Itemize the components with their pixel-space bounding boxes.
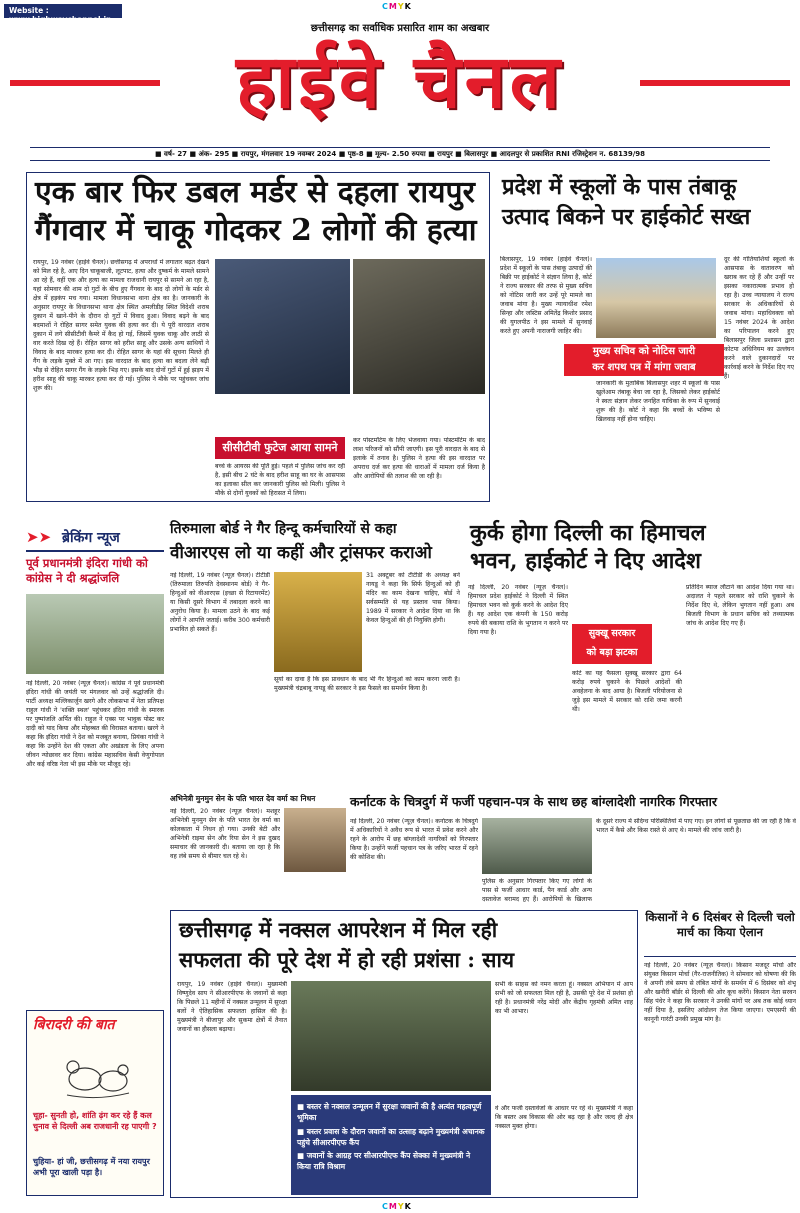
tirumala-col-3: सूर्या का दावा है कि इस प्रावधान के बाद भी गैर हिन्दुओं को काम करना जारी है। मुख्यमंत्री चंद्रबाबू नायडू की सरकार ने इस फैसले का समर्थन किया है।	[274, 676, 460, 692]
breaking-photo-tribute	[26, 594, 164, 674]
breaking-label: ब्रेकिंग न्यूज	[62, 530, 120, 546]
tobacco-col-1: बिलासपुर, 19 नवंबर (हाईवे चैनल)। प्रदेश में स्कूलों के पास तंबाकू उत्पादों की बिक्री पर हाईकोर्ट ने संज्ञान लिया है, कोर्ट ने राज्य सरकार की तरफ से मुख्य सचिव को नोटिस जारी कर उन्हें पूरे मामले का जवाब मांगा है। मुख्य न्यायाधीश रमेश सिन्हा और जस्टिस अमितेंद्र किशोर प्रसाद की युगलपीठ ने इस मामले में सुनवाई करते हुए अपनी नाराजगी जाहिर की।	[500, 256, 592, 335]
kisan-story	[644, 910, 796, 1198]
info-line: ■ वर्ष- 27 ■ अंक- 295 ■ रायपुर, मंगलवार 19 नवम्बर 2024 ■ पृष्ठ-8 ■ मूल्य- 2.50 रुपया ■ रायपुर ■ बिलासपुर ■ आदलपुर से प्रकाशित RNI रजिस्ट्रेशन न. 68139/98	[30, 147, 770, 161]
obit-story	[170, 794, 346, 904]
cmyk-mark-bottom: CMYK	[382, 1202, 412, 1211]
karnataka-photo	[482, 818, 592, 874]
tobacco-photo-highcourt	[596, 258, 716, 338]
himachal-badge-line-2: को बड़ा झटका	[586, 647, 638, 658]
naxal-bullet-2: ■ बस्तर प्रवास के दौरान जवानों का उत्साह बढ़ाने मुख्यमंत्री अचानक पहुंचे सीआरपीएफ कैंप	[297, 1126, 485, 1147]
tobacco-headline-1: प्रदेश में स्कूलों के पास तंबाकू	[502, 174, 737, 200]
tirumala-col-2: 31 अक्टूबर को टीटीडी के अध्यक्ष बने नायडू ने कहा कि सिर्फ हिन्दुओं को ही मंदिर का काम देखना चाहिए, बोर्ड ने सर्वसम्मति से यह प्रस्ताव पास किया। 1989 में सरकार ने आदेश दिया था कि केवल हिन्दुओं की ही नियुक्ति होगी।	[366, 572, 460, 624]
cartoon-drawing	[57, 1037, 137, 1107]
obit-headline: अभिनेत्री मुनमुन सेन के पति भारत देव वर्मा का निधन	[170, 794, 316, 803]
tirumala-headline-1: तिरुमाला बोर्ड ने गैर हिन्दू कर्मचारियों से कहा	[170, 521, 397, 537]
lead-col-2: बच्चे के आयरस की पूर्ति हुई। पहले में पुलिस जांच कर रही है, इसी बीच 2 घंटे के बाद हरीश साहू का घर के आसपास का इलाका सील कर जानकारी पुलिस को मिली। पुलिस ने मौके से दोनों युवकों को हिरासत में लिया।	[215, 463, 345, 497]
naxal-bullets	[291, 1095, 491, 1195]
cartoon-line-2: चुहिया- हां जी, छत्तीसगढ़ में नया रायपुर अभी पूरा खाली पड़ा है।	[33, 1157, 150, 1177]
karnataka-col-2: पुलिस के अनुसार गिरफ्तार किए गए लोगों के पास से फर्जी आधार कार्ड, पैन कार्ड और अन्य दस्तावेज बरामद हुए हैं। आरोपियों के खिलाफ	[482, 878, 592, 902]
karnataka-col-1: नई दिल्ली, 20 नवंबर (न्यूज़ चैनल)। कर्नाटक के चित्रदुर्ग में अधिकारियों ने अवैध रूप से भारत में प्रवेश करने और रहने के आरोप में छह बांग्लादेशी नागरिकों को गिरफ्तार किया है। उन्होंने फर्जी पहचान पत्र के जरिए भारत में रहने की कोशिश की।	[350, 818, 478, 861]
tagline: छत्तीसगढ़ का सर्वाधिक प्रसारित शाम का अखबार	[310, 23, 490, 34]
naxal-headline-2: सफलता की पूरे देश में हो रही प्रशंसा : साय	[179, 947, 515, 972]
cartoon-mice-icon	[57, 1037, 137, 1107]
himachal-badge-line-1: सुक्खू सरकार	[588, 628, 636, 639]
obit-photo	[284, 808, 346, 872]
karnataka-col-3: के दूसरे राज्य में संदिग्ध परिस्थितियों में पाए गए। इन लोगों से पूछताछ की जा रही है कि वे भारत में कैसे और किस रास्ते से आए थे। मामले की जांच जारी है।	[596, 818, 796, 834]
himachal-col-2: कोर्ट का यह फैसला सुक्खू सरकार द्वारा 64 करोड़ रुपये चुकाने के पिछले आदेशों की अवहेलना के बाद आया है। बिजली परियोजना से जुड़े इस मामले में सरकार को राशि जमा करनी थी।	[572, 670, 682, 713]
naxal-col-1: रायपुर, 19 नवंबर (हाईवे चैनल)। मुख्यमंत्री विष्णुदेव साय ने सीआरपीएफ के जवानों से कहा कि पिछले 11 महीनों में नक्सल उन्मूलन में सुरक्षा बलों ने ऐतिहासिक सफलता हासिल की है। मुख्यमंत्री ने बीजापुर और सुकमा क्षेत्रों में तैनात जवानों का हौसला बढ़ाया।	[177, 981, 287, 1033]
naxal-headline-1: छत्तीसगढ़ में नक्सल आपरेशन में मिल रही	[179, 917, 498, 942]
lead-photo-caption: सीसीटीवी फुटेज आया सामने	[215, 437, 345, 459]
karnataka-headline: कर्नाटक के चित्रदुर्ग में फर्जी पहचान-पत्र के साथ छह बांग्लादेशी नागरिक गिरफ्तार	[350, 794, 717, 809]
tobacco-photo-caption-1: मुख्य सचिव को नोटिस जारी	[564, 344, 724, 360]
karnataka-story	[350, 794, 796, 904]
breaking-label-box	[26, 526, 164, 548]
himachal-story	[466, 520, 796, 790]
masthead-left-bar	[10, 80, 160, 86]
tirumala-col-1: नई दिल्ली, 19 नवंबर (न्यूज़ चैनल)। टीटीडी (तिरुमाला तिरुपति देवस्थानम बोर्ड) ने गैर-हिन्दुओं को वीआरएस (इच्छा से रिटायरमेंट) या किसी दूसरे विभाग में तबादला करने का अनुरोध किया है। मामला उठने के बाद कई लोगों ने आपत्ति जताई। करीब 300 कर्मचारी प्रभावित हो सकते हैं।	[170, 572, 270, 633]
naxal-bullet-3-text: जवानों के आग्रह पर सीआरपीएफ कैंप सेक्का में मुख्यमंत्री ने किया रात्रि विश्राम	[297, 1151, 471, 1172]
naxal-bullet-3: ■ जवानों के आग्रह पर सीआरपीएफ कैंप सेक्का में मुख्यमंत्री ने किया रात्रि विश्राम	[297, 1151, 471, 1172]
naxal-col-3: वे और फर्जी दस्तावेजों के आधार पर रहे थे। मुख्यमंत्री ने कहा कि बस्तर अब विकास की ओर बढ़ रहा है और जल्द ही क्षेत्र नक्सल मुक्त होगा।	[495, 1105, 633, 1130]
website-badge: Website : www.highwaychannel.in	[4, 4, 122, 18]
lead-photo-suspect-1	[215, 259, 350, 394]
naxal-bullet-2-text: बस्तर प्रवास के दौरान जवानों का उत्साह बढ़ाने मुख्यमंत्री अचानक पहुंचे सीआरपीएफ कैंप	[297, 1126, 485, 1147]
cartoon-line-1: चूहा- सुनती हो, शांति ढ़ंग कर रहे हैं कल चुनाव से दिल्ली अब राजधानी रह पाएगी ?	[33, 1111, 157, 1131]
breaking-headline: पूर्व प्रधानमंत्री इंदिरा गांधी को कांग्रेस ने दी श्रद्धांजलि	[26, 556, 148, 585]
masthead-title: हाईवे चैनल	[236, 39, 564, 125]
cartoon-title: बिरादरी की बात	[33, 1017, 115, 1033]
lead-col-1: रायपुर, 19 नवंबर (हाईवे चैनल)। छत्तीसगढ़ में अपराधों में लगातार बढ़त देखने को मिल रहे है, आए दिन चाकूबाजी, लूटपाट, हत्या और दुष्कर्म के मामले सामने आ रहे हैं, वहीं एक और हत्या का मामला राजधानी रायपुर से सामने आ रहा है, यहां सोमवार की शाम दो गुटों के बीच हुए गैंगवार के बाद दो लोगों के मर्डर से क्षेत्र में हड़कंप मच गया। मामला विधानसभा थाना क्षेत्र का है। जानकारी के अनुसार रायपुर के विधानसभा थाना क्षेत्र स्थित अमलीडीह स्थित विदेशी शराब दुकान में खाने-पीने के दौरान दो गुटों में विवाद हुआ। विवाद बढ़ने के बाद बदमाशों ने रोहित सागर समेत युवक की हत्या कर दी। ये पूरी वारदात शराब दुकान में लगे सीसीटीवी कैमरे में कैद हो गई, जिसमें युवक चाकू और लाठी से वार करते दिख रहे हैं। रोहित सागर को हरीश साहू और उसके अन्य साथियों ने विवाद के बाद मारकर हत्या कर दी। रोहित सागर के यहां की सूचना मिलते ही गैंग के लड़के मुक्ते में आ गए। इस वारदात के बाद हत्या का बदला लेने बढ़ी भीड़ से रोहित सागर गैंग के लड़के भिड़ गए। इसके बाद दोनों गुटों में हुई झड़प में हरीश साहू की चाकू मारकर हत्या कर दी गई। पुलिस ने मौके पर पहुंचकर जांच शुरू की।	[33, 259, 209, 392]
naxal-col-2-wrap	[291, 981, 491, 1195]
kisan-body: नई दिल्ली, 20 नवंबर (न्यूज़ चैनल)। किसान मजदूर मोर्चा और संयुक्त किसान मोर्चा (गैर-राजनीतिक) ने सोमवार को घोषणा की कि वे अपनी लंबे समय से लंबित मांगों के समर्थन में 6 दिसंबर को शंभू और खनौरी बॉर्डर से दिल्ली की ओर कूच करेंगे। किसान नेता सरवन सिंह पंधेर ने कहा कि सरकार ने उनकी मांगों पर अब तक कोई ध्यान नहीं दिया है, इसलिए आंदोलन तेज किया जाएगा। एमएसपी की कानूनी गारंटी उनकी प्रमुख मांग है।	[644, 962, 796, 1023]
lead-headline-2: गैंगवार में चाकू गोदकर 2 लोगों की हत्या	[35, 213, 477, 248]
tobacco-col-3: दूर की गोतियाशियों स्कूलों के आसपास के वातावरण को खराब कर रहे हैं और उन्हीं पर इसका नकारात्मक प्रभाव हो रहा है। उच्च न्यायालय ने राज्य सरकार के अधिकारियों से जवाब मांगा। महाधिवक्ता को 15 नवंबर 2024 के आदेश का परिपालन करने हुए बिलासपुर जिला प्रशासन द्वारा कोटपा अधिनियम का उल्लंघन करने वाले दुकानदारों पर कार्रवाई करने के निर्देश दिए गए हैं।	[724, 256, 794, 380]
lead-headline-1: एक बार फिर डबल मर्डर से दहला रायपुर	[35, 175, 475, 210]
naxal-col-2: सभी के साहस को नमन करता हूं। नक्सल अभियान में आप सभी को जो सफलता मिल रही है, उसकी पूरे देश में प्रशंसा हो रही है। प्रधानमंत्री नरेंद्र मोदी और केंद्रीय गृहमंत्री अमित शाह का भी आभार।	[495, 981, 633, 1015]
cartoon-box	[26, 1010, 164, 1196]
lead-photo-suspect-2	[353, 259, 485, 394]
tirumala-story	[170, 520, 460, 790]
lead-story	[26, 172, 490, 502]
himachal-headline-2: भवन, हाईकोर्ट ने दिए आदेश	[470, 548, 701, 574]
breaking-arrow-icon: ➤➤	[26, 528, 52, 546]
tobacco-photo-caption-2: कर शपथ पत्र में मांगा जवाब	[564, 360, 724, 376]
tirumala-headline-2: वीआरएस लो या कहीं और ट्रांसफर कराओ	[170, 543, 432, 563]
himachal-col-1: नई दिल्ली, 20 नवंबर (न्यूज़ चैनल)। हिमाचल प्रदेश हाईकोर्ट ने दिल्ली में स्थित हिमाचल भवन को कुर्क करने के आदेश दिए हैं। यह आदेश एक कंपनी के 150 करोड़ रुपये की बकाया राशि के भुगतान न करने पर दिया गया है।	[468, 584, 568, 636]
masthead-right-bar	[640, 80, 790, 86]
naxal-bullet-1-text: बस्तर से नक्सल उन्मूलन में सुरक्षा जवानों की है अत्यंत महत्वपूर्ण भूमिका	[297, 1102, 482, 1123]
naxal-story	[170, 910, 638, 1198]
tobacco-story	[496, 172, 796, 502]
naxal-photo	[291, 981, 491, 1091]
lead-col-3: कर पोस्टमॉर्टम के लिए भेजवाया गया। पोस्टमॉर्टम के बाद लाश परिजनों को सौंपी जाएगी। इस पूरी वारदात के बाद से इलाके में तनाव है। पुलिस ने हत्या की इस वारदात पर अपराध दर्ज कर हत्या की धाराओं में मामला दर्ज किया है और आरोपियों की तलाश की जा रही है।	[353, 437, 485, 480]
breaking-body: नई दिल्ली, 20 नवंबर (न्यूज़ चैनल)। कांग्रेस ने पूर्व प्रधानमंत्री इंदिरा गांधी की जयंती पर मंगलवार को उन्हें श्रद्धांजलि दी। पार्टी अध्यक्ष मल्लिकार्जुन खरगे और लोकसभा में नेता प्रतिपक्ष राहुल गांधी ने 'शक्ति स्थल' पहुंचकर इंदिरा गांधी के स्मारक पर पुष्पांजलि अर्पित की। राहुल ने एक्स पर भावुक पोस्ट कर दादी को याद किया और मोहब्बत की विरासत बताया। खरगे ने कहा कि इंदिरा गांधी ने देश को मजबूत बनाया, प्रियंका गांधी ने कहा कि उन्होंने देश की एकता और अखंडता के लिए अपना जीवन न्योछावर कर दिया। कांग्रेस महासचिव केसी वेणुगोपाल और कई वरिष्ठ नेता भी इस मौके पर मौजूद रहे।	[26, 680, 164, 768]
tobacco-headline-2: उत्पाद बिकने पर हाईकोर्ट सख्त	[502, 204, 751, 230]
himachal-col-3: प्रतिदिन ब्याज लौटाने का आदेश दिया गया था। अदालत ने पहले सरकार को राशि चुकाने के निर्देश दिए थे, लेकिन भुगतान नहीं हुआ। अब बिजली विभाग के प्रधान सचिव को तथ्यात्मक जांच के आदेश दिए गए हैं।	[686, 584, 794, 627]
breaking-rule	[26, 550, 164, 552]
himachal-badge	[572, 624, 652, 664]
tirumala-photo-temple	[274, 572, 362, 672]
himachal-headline-1: कुर्क होगा दिल्ली का हिमाचल	[470, 520, 706, 546]
obit-body: नई दिल्ली, 20 नवंबर (न्यूज़ चैनल)। मशहूर अभिनेत्री मुनमुन सेन के पति भारत देव वर्मा का कोलकाता में निधन हो गया। उनकी बेटी और अभिनेत्री राइमा सेन और रिया सेन ने इस दुखद समाचार की जानकारी दी। बताया जा रहा है कि वह लंबे समय से बीमार चल रहे थे।	[170, 808, 280, 860]
kisan-headline: किसानों ने 6 दिसंबर से दिल्ली चलो मार्च का किया ऐलान	[645, 910, 795, 939]
naxal-bullet-1: ■ बस्तर से नक्सल उन्मूलन में सुरक्षा जवानों की है अत्यंत महत्वपूर्ण भूमिका	[297, 1102, 482, 1123]
tobacco-col-2: जानकारी के मुताबिक बिलासपुर शहर में स्कूलों के पास खुलेआम तंबाकू बेचा जा रहा है, जिसको लेकर हाईकोर्ट ने स्वतः संज्ञान लेकर जनहित याचिका के रूप में सुनवाई शुरू की है। कोर्ट ने कहा कि बच्चों के भविष्य से खिलवाड़ नहीं होना चाहिए।	[596, 380, 720, 423]
cmyk-mark-top: CMYK	[382, 2, 412, 11]
kisan-rule	[644, 956, 796, 957]
